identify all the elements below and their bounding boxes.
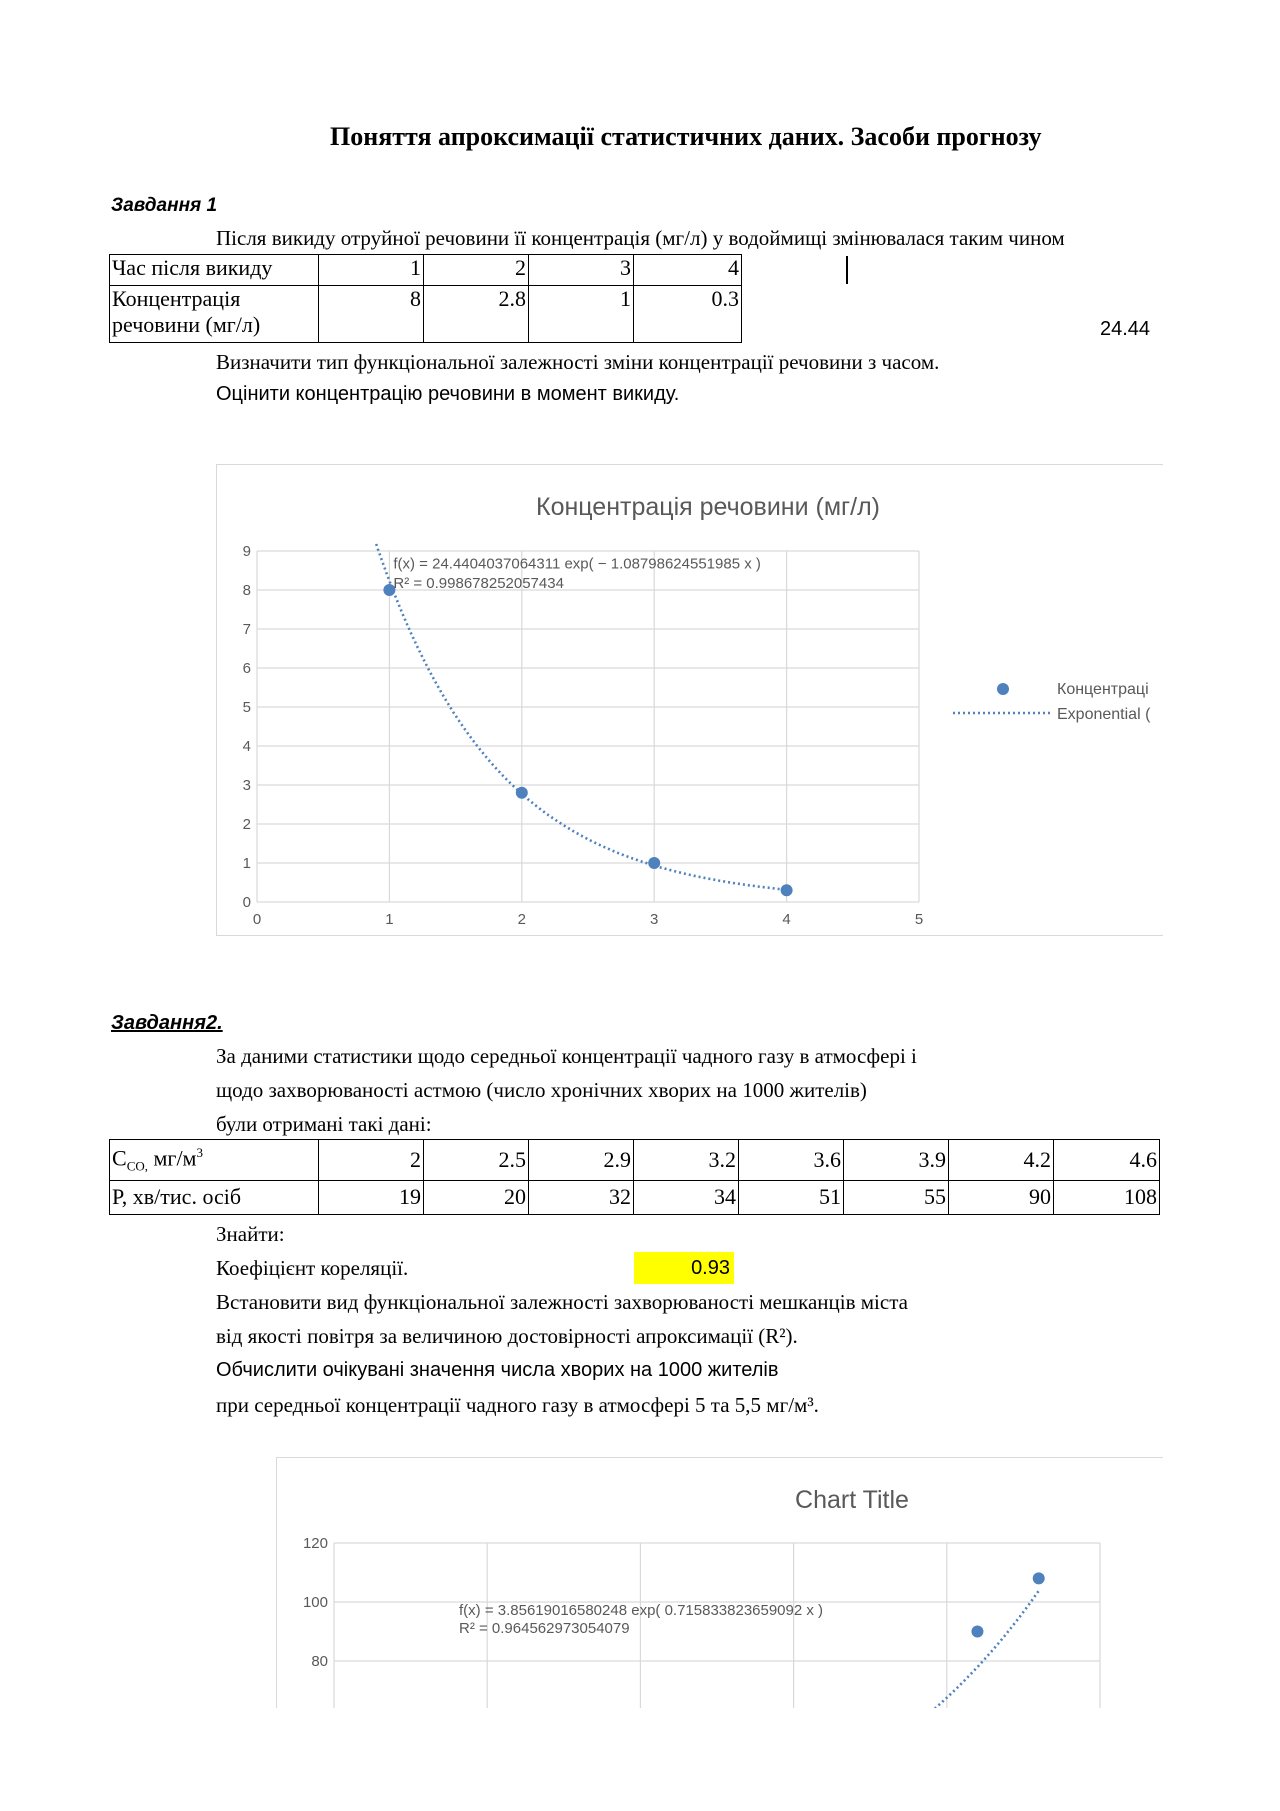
chart1-ytick-label: 3 xyxy=(242,777,251,794)
chart1-trendline xyxy=(376,544,786,890)
side-value-cell[interactable]: 24.44 xyxy=(1100,318,1151,340)
row-header-line: речовини (мг/л) xyxy=(112,312,261,337)
chart1-ytick-label: 8 xyxy=(242,582,251,599)
table-cell[interactable]: 2.9 xyxy=(529,1140,634,1181)
chart1-xtick-label: 3 xyxy=(650,911,659,928)
chart1-ytick-label: 1 xyxy=(242,855,251,872)
table-cell[interactable]: 3.2 xyxy=(634,1140,739,1181)
table-cell[interactable]: 34 xyxy=(634,1180,739,1214)
chart1-ytick-label: 5 xyxy=(242,699,251,716)
table-cell[interactable]: 19 xyxy=(319,1180,424,1214)
table-cell[interactable]: 4.6 xyxy=(1054,1140,1160,1181)
task2-line-1: Встановити вид функціональної залежності захворюваності мешканців міста xyxy=(216,1290,908,1314)
chart1-data-point xyxy=(648,857,660,869)
task2-line-3: Обчислити очікувані значення числа хворих на 1000 жителів xyxy=(216,1359,779,1381)
task2-intro-3: були отримані такі дані: xyxy=(216,1112,432,1136)
task1-question-2: Оцінити концентрацію речовини в момент викиду. xyxy=(216,383,680,405)
chart1-frame[interactable] xyxy=(216,464,1163,936)
task1-label: Завдання 1 xyxy=(111,195,218,216)
task2-intro-2: щодо захворюваності астмою (число хронічних хворих на 1000 жителів) xyxy=(216,1078,867,1102)
table-cell[interactable]: 2.8 xyxy=(424,286,529,343)
table-cell[interactable]: 2.5 xyxy=(424,1140,529,1181)
table-cell[interactable]: 2 xyxy=(319,1140,424,1181)
chart1-xtick-label: 1 xyxy=(385,911,394,928)
chart1-xtick-label: 4 xyxy=(782,911,791,928)
chart2-data-point xyxy=(971,1626,983,1638)
table-cell[interactable]: 4.2 xyxy=(949,1140,1054,1181)
table-cell[interactable]: 32 xyxy=(529,1180,634,1214)
corr-label: Коефіцієнт кореляції. xyxy=(216,1256,409,1280)
chart2-ytick-label: 80 xyxy=(311,1653,328,1670)
table-cell[interactable]: 8 xyxy=(319,286,424,343)
chart1-trendline-r2: R² = 0.998678252057434 xyxy=(393,575,564,593)
chart1-data-point xyxy=(516,787,528,799)
chart1-legend-label: Концентраці xyxy=(1057,681,1149,698)
table-cell[interactable]: 51 xyxy=(739,1180,844,1214)
table-cell[interactable]: 0.3 xyxy=(634,286,742,343)
table-row xyxy=(110,1180,1160,1214)
chart1-data-point xyxy=(781,884,793,896)
chart1-ytick-label: 0 xyxy=(242,894,251,911)
table-cell[interactable]: 3.6 xyxy=(739,1140,844,1181)
chart2-svg xyxy=(277,1458,1163,1708)
chart2-data-point xyxy=(1033,1572,1045,1584)
task2-line-4: при середньої концентрації чадного газу в атмосфері 5 та 5,5 мг/м³. xyxy=(216,1393,819,1417)
task1-question-1: Визначити тип функціональної залежності зміни концентрації речовини з часом. xyxy=(216,350,940,374)
chart1-xtick-label: 5 xyxy=(914,911,924,928)
chart1-legend-marker xyxy=(997,683,1009,695)
text-cursor xyxy=(846,256,848,284)
chart1-xtick-label: 2 xyxy=(517,911,526,928)
corr-value-cell[interactable]: 0.93 xyxy=(634,1252,734,1284)
chart2-ytick-label: 120 xyxy=(302,1535,328,1552)
chart2-ytick-label: 100 xyxy=(302,1594,328,1611)
chart1-trendline-equation: f(x) = 24.4404037064311 exp( − 1.08798624551985 x ) xyxy=(393,555,761,573)
chart1-ytick-label: 2 xyxy=(242,816,251,833)
task1-intro: Після викиду отруйної речовини її концентрація (мг/л) у водоймищі змінювалася таким чином xyxy=(216,226,1065,250)
task2-label: Завдання2. xyxy=(111,1012,223,1034)
row-header-concentration xyxy=(110,286,319,343)
chart1-svg xyxy=(217,465,1163,935)
task2-line-2: від якості повітря за величиною достовірності апроксимації (R²). xyxy=(216,1324,798,1348)
row-header-time: Час після викиду xyxy=(110,255,319,286)
table-row xyxy=(110,1140,1160,1181)
task2-intro-1: За даними статистики щодо середньої концентрації чадного газу в атмосфері і xyxy=(216,1044,917,1068)
table-cell[interactable]: 20 xyxy=(424,1180,529,1214)
chart1-ytick-label: 9 xyxy=(242,543,251,560)
chart2-trendline-equation: f(x) = 3.85619016580248 exp( 0.715833823659092 x ) xyxy=(459,1602,824,1619)
table-row xyxy=(110,286,742,343)
table-cell[interactable]: 1 xyxy=(529,286,634,343)
chart2-title: Chart Title xyxy=(795,1486,909,1514)
table-cell[interactable]: 3.9 xyxy=(844,1140,949,1181)
chart2-frame[interactable] xyxy=(276,1457,1163,1708)
chart1-ytick-label: 7 xyxy=(242,621,251,638)
table-cell[interactable]: 1 xyxy=(319,255,424,286)
chart1-legend-label: Exponential ( xyxy=(1057,706,1151,723)
chart1-title: Концентрація речовини (мг/л) xyxy=(536,493,880,521)
table-cell[interactable]: 3 xyxy=(529,255,634,286)
row-header-p: P, хв/тис. осіб xyxy=(110,1180,319,1214)
task1-table xyxy=(109,254,742,343)
chart1-xtick-label: 0 xyxy=(252,911,262,928)
table-cell[interactable]: 90 xyxy=(949,1180,1054,1214)
table-cell[interactable]: 55 xyxy=(844,1180,949,1214)
task2-find: Знайти: xyxy=(216,1222,285,1246)
table-cell[interactable]: 2 xyxy=(424,255,529,286)
chart1-ytick-label: 6 xyxy=(242,660,251,677)
chart1-ytick-label: 4 xyxy=(242,738,251,755)
row-header-cco: $C_{CO,}$ $мг/м^3$ xyxy=(110,1140,319,1181)
table-row xyxy=(110,255,742,286)
row-header-line: Концентрація xyxy=(112,286,241,311)
task2-table xyxy=(109,1139,1160,1215)
table-cell[interactable]: 108 xyxy=(1054,1180,1160,1214)
table-cell[interactable]: 4 xyxy=(634,255,742,286)
chart2-trendline-r2: R² = 0.964562973054079 xyxy=(459,1620,630,1637)
page-title: Поняття апроксимації статистичних даних. Засоби прогнозу xyxy=(330,122,1042,151)
